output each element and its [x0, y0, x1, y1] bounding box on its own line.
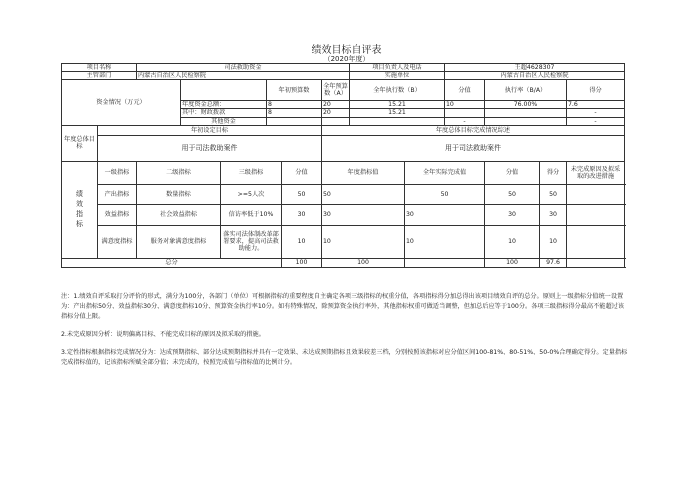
funds-row-initial: [267, 117, 322, 125]
dept-value: 内蒙古自治区人民检察院: [137, 72, 350, 80]
goals-actual-header: 年度总体目标完成情况综述: [322, 125, 625, 135]
funds-row-budget: [322, 117, 350, 125]
ind-l2: 数量指标: [137, 184, 221, 204]
note-1: 注：1.绩效自评采取打分评价的形式，满分为100分，各部门（单位）可根据指标的重要程度自主确定各项三级指标的权重分值，各项指标得分加总得出该项目绩效自评的总分。原则上一级指标分值统一设置为：产出指标50分、效益指标30分、满意度指标10分、预算资金执行率10分。如有特殊情况，除预算资金执行率外，其他指标权重可做适当调整，但加总后应等于100分。各项三级指标得分最高不能超过该指标分值上限。: [61, 293, 625, 320]
ind-reason: [567, 204, 625, 225]
ind-weight: 30: [282, 204, 322, 225]
ind-l1: 效益指标: [98, 204, 137, 225]
ind-reason: [567, 184, 625, 204]
note-2: 2.未完成原因分析：说明偏离目标、不能完成目标的原因及拟采取的措施。: [61, 331, 265, 338]
total-weight: 100: [282, 258, 322, 267]
funds-row-exec: [350, 117, 445, 125]
funds-row-label: 其他资金: [181, 117, 267, 125]
indicator-row: [62, 225, 625, 258]
ind-weight: 10: [282, 225, 322, 258]
ind-l1: 满意度指标: [98, 225, 137, 258]
funds-row-exec: 15.21: [350, 109, 445, 117]
funds-row-label: 其中：财政拨款: [181, 109, 267, 117]
ind-header-reason: 未完成原因及拟采取的改进措施: [567, 161, 625, 184]
funds-row-label: 年度资金总额：: [181, 101, 267, 109]
ind-header-target: 年度指标值: [322, 161, 405, 184]
impl-label: 实施单位: [350, 72, 445, 80]
evaluation-table: [61, 63, 625, 268]
ind-header-l1: 一级指标: [98, 161, 137, 184]
funds-header-exec: 全年执行数（B）: [350, 80, 445, 101]
project-name-value: 司法救助资金: [137, 64, 350, 72]
project-owner-label: 项目负责人及电话: [350, 64, 445, 72]
funds-header-weight: 分值: [445, 80, 485, 101]
ind-header-weight: 分值: [282, 161, 322, 184]
dept-label: 主管部门: [62, 72, 137, 80]
funds-row-rate: [485, 117, 567, 125]
ind-l3: >=5人次: [221, 184, 282, 204]
ind-score-w: 30: [485, 204, 540, 225]
funds-row-initial: 8: [267, 109, 322, 117]
note-3: 3.定性指标根据指标完成情况分为：达成预期指标、部分达成预期指标并具有一定效果、未达成预期指标且效果较差三档，分别按照该指标对应分值区间100-81%、80-51%、50-0%合理确定得分。定量指标完成指标值的，记该指标所赋全部分值；未完成的，按照完成值与指标值的比例计分。: [61, 349, 628, 366]
funds-row-rate: [485, 109, 567, 117]
ind-actual: 30: [405, 204, 485, 225]
funds-row-score: 7.6: [567, 101, 625, 109]
ind-header-score-w: 分值: [485, 161, 540, 184]
total-target: 100: [322, 258, 405, 267]
ind-score-w: 50: [485, 184, 540, 204]
funds-row-weight: -: [445, 117, 485, 125]
funds-row-score: -: [567, 117, 625, 125]
funds-row-score: -: [567, 109, 625, 117]
total-score-w: 100: [485, 258, 540, 267]
ind-reason: [567, 225, 625, 258]
funds-row-budget: 20: [322, 101, 350, 109]
ind-weight: 50: [282, 184, 322, 204]
funds-label: 资金情况（万元）: [62, 80, 181, 125]
indicator-row: [62, 184, 625, 204]
ind-header-l2: 二级指标: [137, 161, 221, 184]
indicators-label: 绩效指标: [62, 161, 98, 258]
funds-row-budget: 20: [322, 109, 350, 117]
ind-target: 50: [322, 184, 405, 204]
funds-header-initial: 年初预算数: [267, 80, 322, 101]
page-subtitle: （2020年度）: [323, 55, 370, 63]
ind-target: 30: [322, 204, 405, 225]
total-reason: [567, 258, 625, 267]
total-actual: [405, 258, 485, 267]
ind-actual: 10: [405, 225, 485, 258]
ind-l2: 服务对象满意度指标: [137, 225, 221, 258]
ind-score: 10: [540, 225, 567, 258]
goals-actual-text: 用于司法救助案件: [322, 135, 625, 161]
ind-score: 50: [540, 184, 567, 204]
page-title: 绩效目标自评表: [311, 45, 382, 56]
ind-l2: 社会效益指标: [137, 204, 221, 225]
goals-planned-header: 年初设定目标: [98, 125, 322, 135]
funds-row-exec: 15.21: [350, 101, 445, 109]
ind-header-actual: 全年实际完成值: [405, 161, 485, 184]
ind-header-score: 得分: [540, 161, 567, 184]
ind-l3: 信访率低于10%: [221, 204, 282, 225]
funds-header-score: 得分: [567, 80, 625, 101]
funds-row-rate: 76.00%: [485, 101, 567, 109]
indicator-row: [62, 204, 625, 225]
project-name-label: 项目名称: [62, 64, 137, 72]
notes: [61, 292, 629, 368]
ind-actual: 50: [405, 184, 485, 204]
goals-planned-text: 用于司法救助案件: [98, 135, 322, 161]
ind-score: 30: [540, 204, 567, 225]
total-label: 总分: [62, 258, 282, 267]
ind-header-l3: 三级指标: [221, 161, 282, 184]
funds-row-weight: 10: [445, 101, 485, 109]
total-score: 97.6: [540, 258, 567, 267]
funds-header-rate: 执行率（B/A）: [485, 80, 567, 101]
funds-row-initial: 8: [267, 101, 322, 109]
ind-l3: 落实司法体制改革部署要求，提高司法救助能力。: [221, 225, 282, 258]
funds-blank: [181, 80, 267, 101]
ind-score-w: 10: [485, 225, 540, 258]
ind-target: 10: [322, 225, 405, 258]
ind-l1: 产出指标: [98, 184, 137, 204]
funds-header-budget: 全年预算数（A）: [322, 80, 350, 101]
goals-label: 年度总体目标: [62, 125, 98, 161]
impl-value: 内蒙古自治区人民检察院: [445, 72, 625, 80]
funds-row-weight: [445, 109, 485, 117]
project-owner-value: 王超4628307: [445, 64, 625, 72]
